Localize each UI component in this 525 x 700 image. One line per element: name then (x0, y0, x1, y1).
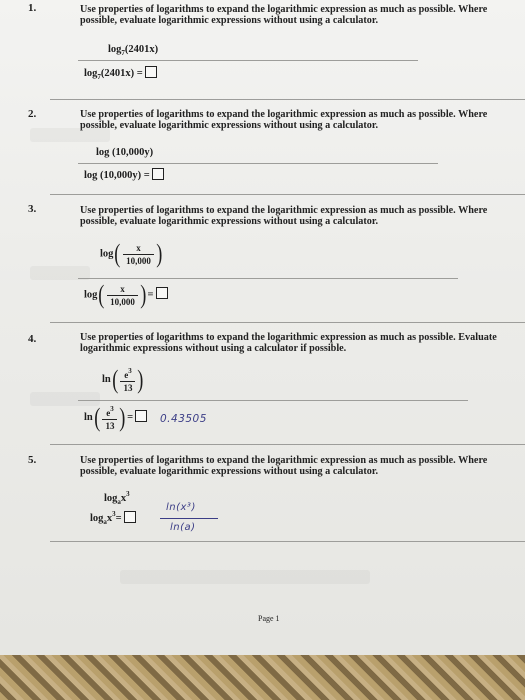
handwritten-fraction-bar (160, 518, 218, 519)
log-argument: (2401x) (124, 44, 159, 55)
problem-1-expression (108, 44, 158, 57)
ln-label: ln (84, 411, 93, 423)
problem-1-prompt: Use properties of logarithms to expand the logarithmic expression as much as possible. Where possible, evaluate logarithmic expressions without using a calculator. (80, 4, 488, 26)
divider (50, 194, 525, 195)
left-paren: ( (98, 280, 105, 309)
equals-sign: = (127, 411, 134, 423)
log-exponent: 3 (126, 490, 130, 498)
problem-5-expression (104, 490, 130, 506)
divider (78, 163, 438, 164)
log-label: log (84, 68, 98, 79)
equals-sign: = (147, 289, 154, 301)
left-paren: ( (94, 402, 101, 432)
problem-4-number: 4. (28, 333, 37, 345)
right-paren: ) (140, 280, 147, 309)
left-paren: ( (112, 364, 119, 394)
log-label: log (84, 289, 98, 301)
fraction-numerator (120, 366, 135, 382)
fraction (107, 284, 138, 307)
problem-5-number: 5. (28, 454, 37, 466)
problem-4-prompt: Use properties of logarithms to expand the logarithmic expression as much as possible. Evaluate logarithmic expressions without using a calculator if possible. (80, 332, 497, 354)
divider (78, 60, 418, 61)
answer-box[interactable] (156, 287, 168, 299)
numerator-base: e (124, 370, 129, 380)
problem-2-expression: log (10,000y) (96, 147, 154, 158)
problem-3-expression (100, 241, 164, 267)
equals-sign: = (136, 68, 143, 79)
numerator-exponent: 3 (110, 405, 114, 413)
page-number: Page 1 (258, 614, 280, 623)
answer-box[interactable] (124, 511, 136, 523)
divider (78, 278, 458, 279)
fraction-denominator: 13 (105, 421, 115, 431)
right-paren: ) (119, 402, 126, 432)
equals-sign: = (143, 170, 150, 181)
fraction-numerator: x (123, 243, 154, 255)
problem-2-equation (84, 168, 164, 181)
log-base: a (117, 498, 121, 506)
log-label: log (104, 493, 118, 504)
answer-box[interactable] (135, 410, 147, 422)
problem-5-equation (90, 510, 136, 526)
problem-3-equation (84, 282, 168, 308)
left-paren: ( (114, 239, 121, 268)
problem-1-number: 1. (28, 2, 37, 14)
numerator-exponent: 3 (128, 367, 132, 375)
log-base: a (103, 518, 107, 526)
problem-2-number: 2. (28, 108, 37, 120)
bleed-through-text (120, 570, 370, 584)
ln-label: ln (102, 373, 111, 385)
log-argument: x (106, 513, 113, 524)
log-label: log (100, 248, 114, 260)
problem-3-prompt: Use properties of logarithms to expand the logarithmic expression as much as possible. Where possible, evaluate logarithmic expressions without using a calculator. (80, 205, 488, 227)
divider (50, 322, 525, 323)
log-argument: x (120, 493, 127, 504)
answer-box[interactable] (145, 66, 157, 78)
divider (78, 400, 468, 401)
divider (50, 541, 525, 542)
problem-5-prompt: Use properties of logarithms to expand the logarithmic expression as much as possible. Where possible, evaluate logarithmic expressions without using a calculator. (80, 455, 488, 477)
divider (50, 444, 525, 445)
log-base: 7 (121, 49, 125, 57)
handwritten-answer: 0.43505 (160, 413, 207, 425)
problem-1-equation (84, 66, 157, 81)
log-base: 7 (97, 73, 101, 81)
handwritten-numerator: ln(x³) (166, 502, 196, 513)
fraction (120, 366, 135, 393)
equals-sign: = (115, 513, 122, 524)
background-carpet (0, 655, 525, 700)
numerator-base: e (106, 408, 111, 418)
answer-box[interactable] (152, 168, 164, 180)
fraction (102, 404, 117, 431)
problem-2-prompt: Use properties of logarithms to expand the logarithmic expression as much as possible. Where possible, evaluate logarithmic expressions without using a calculator. (80, 109, 488, 131)
handwritten-denominator: ln(a) (170, 522, 196, 533)
log-argument: (2401x) (100, 68, 135, 79)
problem-4-expression (102, 366, 145, 393)
problem-3-number: 3. (28, 203, 37, 215)
fraction-denominator: 10,000 (110, 296, 135, 307)
fraction-denominator: 10,000 (126, 255, 151, 266)
fraction-numerator: x (107, 284, 138, 296)
log-label: log (90, 513, 104, 524)
right-paren: ) (156, 239, 163, 268)
right-paren: ) (137, 364, 144, 394)
fraction-denominator: 13 (123, 383, 133, 393)
fraction-numerator (102, 404, 117, 420)
divider (50, 99, 525, 100)
log-label: log (108, 44, 122, 55)
problem-4-equation (84, 404, 147, 431)
fraction (123, 243, 154, 266)
bleed-through-text (30, 128, 110, 142)
log-exponent: 3 (112, 510, 116, 518)
log-expression: log (10,000y) (84, 170, 142, 181)
